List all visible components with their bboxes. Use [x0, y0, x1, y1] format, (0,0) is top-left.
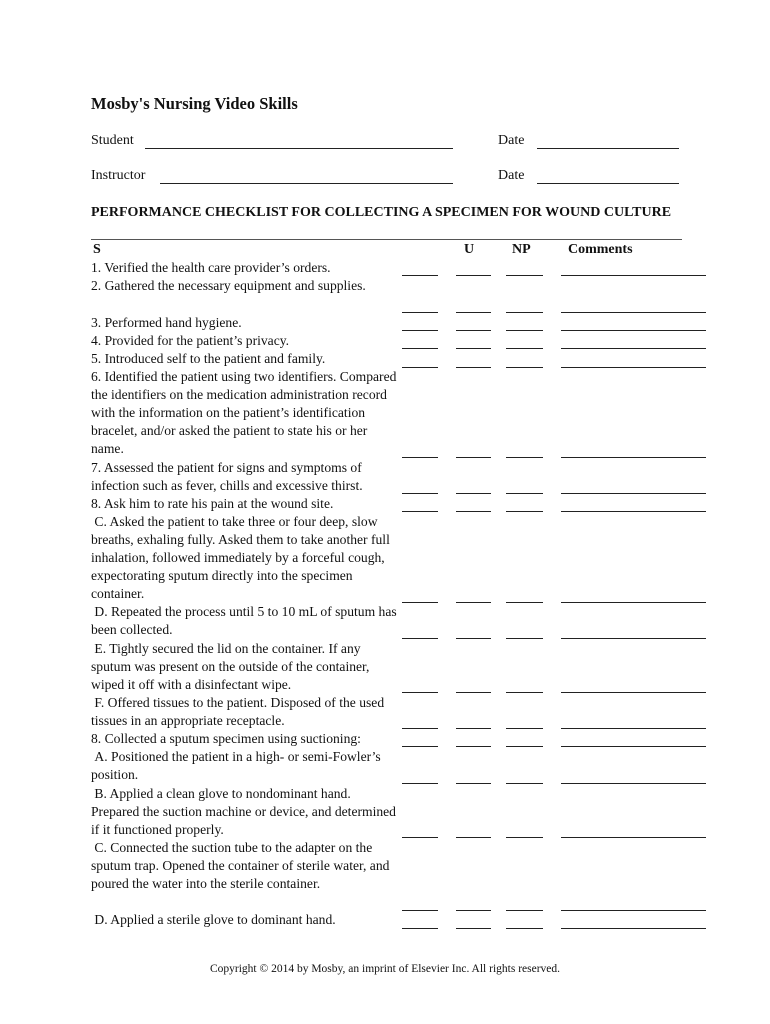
student-field[interactable] — [145, 148, 453, 149]
checklist-item: 4. Provided for the patient’s privacy. — [91, 333, 290, 348]
date-label-student: Date — [498, 133, 525, 148]
checklist-item: F. Offered tissues to the patient. Disposed of the used tissues in an appropriate receptacle. — [91, 695, 385, 729]
comments-blank[interactable] — [561, 692, 706, 693]
comments-blank[interactable] — [561, 746, 706, 747]
checklist-item: 7. Assessed the patient for signs and symptoms of infection such as fever, chills and excessive thirst. — [91, 460, 363, 494]
s-blank[interactable] — [402, 457, 438, 458]
checklist-item: A. Positioned the patient in a high- or semi-Fowler’s position. — [91, 749, 381, 783]
checklist-item: 2. Gathered the necessary equipment and supplies. — [91, 278, 366, 293]
checklist-item: 6. Identified the patient using two identifiers. Compared the identifiers on the medication administration record with the information on the patient’s identification bracelet, and/or asked the patient to state his or her name. — [91, 369, 397, 457]
checklist-item: C. Connected the suction tube to the adapter on the sputum trap. Opened the container of sterile water, and poured the water into the sterile container. — [91, 840, 390, 892]
date-field-instructor[interactable] — [537, 183, 679, 184]
np-blank[interactable] — [506, 638, 543, 639]
np-blank[interactable] — [506, 692, 543, 693]
instructor-label: Instructor — [91, 168, 146, 183]
checklist-item: E. Tightly secured the lid on the container. If any sputum was present on the outside of the container, wiped it off with a disinfectant wipe. — [91, 641, 370, 693]
comments-blank[interactable] — [561, 728, 706, 729]
checklist-item: 8. Collected a sputum specimen using suctioning: — [91, 731, 361, 746]
comments-blank[interactable] — [561, 638, 706, 639]
np-blank[interactable] — [506, 367, 543, 368]
comments-blank[interactable] — [561, 348, 706, 349]
column-header-np: NP — [512, 242, 531, 257]
s-blank[interactable] — [402, 837, 438, 838]
s-blank[interactable] — [402, 783, 438, 784]
u-blank[interactable] — [456, 602, 491, 603]
u-blank[interactable] — [456, 746, 491, 747]
s-blank[interactable] — [402, 367, 438, 368]
s-blank[interactable] — [402, 728, 438, 729]
s-blank[interactable] — [402, 348, 438, 349]
np-blank[interactable] — [506, 275, 543, 276]
s-blank[interactable] — [402, 493, 438, 494]
u-blank[interactable] — [456, 692, 491, 693]
u-blank[interactable] — [456, 275, 491, 276]
u-blank[interactable] — [456, 367, 491, 368]
comments-blank[interactable] — [561, 493, 706, 494]
comments-blank[interactable] — [561, 330, 706, 331]
s-blank[interactable] — [402, 928, 438, 929]
comments-blank[interactable] — [561, 312, 706, 313]
comments-blank[interactable] — [561, 928, 706, 929]
s-blank[interactable] — [402, 746, 438, 747]
u-blank[interactable] — [456, 493, 491, 494]
np-blank[interactable] — [506, 783, 543, 784]
np-blank[interactable] — [506, 746, 543, 747]
column-header-u: U — [464, 242, 475, 257]
np-blank[interactable] — [506, 837, 543, 838]
checklist-item: 1. Verified the health care provider’s orders. — [91, 260, 331, 275]
column-header-s: S — [93, 242, 101, 257]
student-label: Student — [91, 133, 134, 148]
s-blank[interactable] — [402, 638, 438, 639]
checklist-item: 8. Ask him to rate his pain at the wound site. — [91, 496, 334, 511]
np-blank[interactable] — [506, 348, 543, 349]
instructor-field[interactable] — [160, 183, 453, 184]
np-blank[interactable] — [506, 910, 543, 911]
u-blank[interactable] — [456, 928, 491, 929]
s-blank[interactable] — [402, 602, 438, 603]
np-blank[interactable] — [506, 728, 543, 729]
comments-blank[interactable] — [561, 783, 706, 784]
comments-blank[interactable] — [561, 910, 706, 911]
checklist-item: D. Repeated the process until 5 to 10 mL of sputum has been collected. — [91, 604, 397, 638]
checklist-item: C. Asked the patient to take three or four deep, slow breaths, exhaling fully. Asked them to take another full inhalation, followed immediately by a forceful cough, expectorating sputum directly into the specimen container. — [91, 514, 390, 602]
u-blank[interactable] — [456, 783, 491, 784]
np-blank[interactable] — [506, 493, 543, 494]
np-blank[interactable] — [506, 928, 543, 929]
u-blank[interactable] — [456, 312, 491, 313]
np-blank[interactable] — [506, 457, 543, 458]
u-blank[interactable] — [456, 837, 491, 838]
comments-blank[interactable] — [561, 457, 706, 458]
u-blank[interactable] — [456, 457, 491, 458]
u-blank[interactable] — [456, 910, 491, 911]
np-blank[interactable] — [506, 602, 543, 603]
s-blank[interactable] — [402, 312, 438, 313]
copyright-footer: Copyright © 2014 by Mosby, an imprint of Elsevier Inc. All rights reserved. — [209, 963, 561, 975]
comments-blank[interactable] — [561, 511, 706, 512]
u-blank[interactable] — [456, 638, 491, 639]
u-blank[interactable] — [456, 330, 491, 331]
date-field-student[interactable] — [537, 148, 679, 149]
np-blank[interactable] — [506, 330, 543, 331]
date-label-instructor: Date — [498, 168, 525, 183]
u-blank[interactable] — [456, 348, 491, 349]
s-blank[interactable] — [402, 275, 438, 276]
s-blank[interactable] — [402, 910, 438, 911]
np-blank[interactable] — [506, 511, 543, 512]
checklist-heading: PERFORMANCE CHECKLIST FOR COLLECTING A SPECIMEN FOR WOUND CULTURE — [91, 205, 672, 220]
u-blank[interactable] — [456, 511, 491, 512]
s-blank[interactable] — [402, 511, 438, 512]
s-blank[interactable] — [402, 692, 438, 693]
np-blank[interactable] — [506, 312, 543, 313]
s-blank[interactable] — [402, 330, 438, 331]
checklist-item: 3. Performed hand hygiene. — [91, 315, 242, 330]
comments-blank[interactable] — [561, 837, 706, 838]
checklist-item: B. Applied a clean glove to nondominant hand. Prepared the suction machine or device, and determined if it functioned properly. — [91, 786, 396, 838]
comments-blank[interactable] — [561, 602, 706, 603]
checklist-item: D. Applied a sterile glove to dominant hand. — [91, 912, 336, 927]
heading-rule — [91, 239, 682, 240]
comments-blank[interactable] — [561, 367, 706, 368]
checklist-item: 5. Introduced self to the patient and family. — [91, 351, 326, 366]
comments-blank[interactable] — [561, 275, 706, 276]
column-header-comments: Comments — [568, 242, 633, 257]
form-title: Mosby's Nursing Video Skills — [91, 94, 298, 113]
u-blank[interactable] — [456, 728, 491, 729]
